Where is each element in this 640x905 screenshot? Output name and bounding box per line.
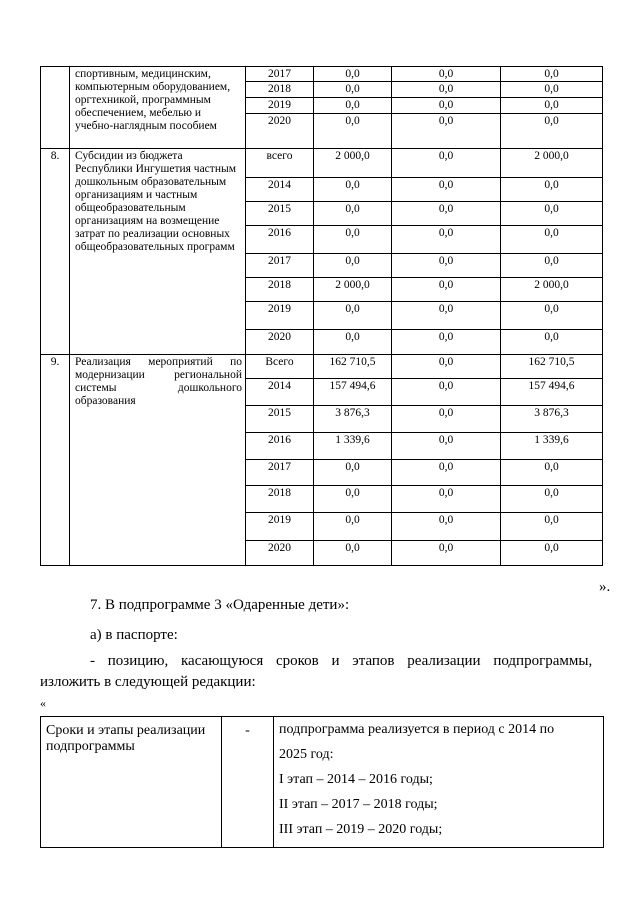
value-cell: 0,0 bbox=[392, 67, 501, 82]
value-cell: 0,0 bbox=[501, 460, 603, 486]
year-cell: 2018 bbox=[246, 486, 314, 513]
value-cell: 0,0 bbox=[392, 330, 501, 355]
value-cell: 0,0 bbox=[392, 460, 501, 486]
value-cell: 0,0 bbox=[392, 406, 501, 433]
value-cell: 0,0 bbox=[501, 541, 603, 566]
value-cell: 0,0 bbox=[501, 98, 603, 114]
funding-table bbox=[40, 66, 603, 566]
row-description: Реализация мероприятий по модернизации региональной системы дошкольного образования bbox=[70, 355, 246, 566]
terms-line: I этап – 2014 – 2016 годы; bbox=[279, 772, 433, 787]
row-description: спортивным, медицинским, компьютерным оборудованием, оргтехникой, программным обеспечением, мебелью и учебно-наглядным пособием bbox=[70, 67, 246, 149]
value-cell: 0,0 bbox=[501, 254, 603, 278]
value-cell: 0,0 bbox=[501, 330, 603, 355]
year-cell: 2016 bbox=[246, 433, 314, 460]
year-cell: 2016 bbox=[246, 226, 314, 254]
row-number: 9. bbox=[41, 355, 70, 566]
year-cell: 2015 bbox=[246, 406, 314, 433]
value-cell: 3 876,3 bbox=[501, 406, 603, 433]
value-cell: 0,0 bbox=[314, 82, 392, 98]
year-cell: 2019 bbox=[246, 98, 314, 114]
value-cell: 162 710,5 bbox=[314, 355, 392, 379]
value-cell: 0,0 bbox=[501, 302, 603, 330]
terms-label-cell bbox=[41, 717, 222, 848]
value-cell: 0,0 bbox=[501, 202, 603, 226]
value-cell: 0,0 bbox=[314, 486, 392, 513]
value-cell: 0,0 bbox=[392, 226, 501, 254]
row-number: 8. bbox=[41, 149, 70, 355]
value-cell: 0,0 bbox=[501, 114, 603, 149]
value-cell: 0,0 bbox=[314, 302, 392, 330]
table-row bbox=[41, 355, 603, 379]
year-cell: 2019 bbox=[246, 513, 314, 541]
value-cell: 0,0 bbox=[314, 226, 392, 254]
year-cell: 2018 bbox=[246, 82, 314, 98]
year-cell: 2017 bbox=[246, 67, 314, 82]
terms-value-cell bbox=[274, 717, 604, 848]
value-cell: 0,0 bbox=[392, 178, 501, 202]
value-cell: 0,0 bbox=[392, 513, 501, 541]
value-cell: 0,0 bbox=[392, 98, 501, 114]
year-cell: 2020 bbox=[246, 330, 314, 355]
value-cell: 0,0 bbox=[501, 178, 603, 202]
value-cell: 157 494,6 bbox=[501, 379, 603, 406]
value-cell: 0,0 bbox=[392, 379, 501, 406]
value-cell: 0,0 bbox=[314, 67, 392, 82]
value-cell: 0,0 bbox=[314, 178, 392, 202]
value-cell: 0,0 bbox=[501, 486, 603, 513]
value-cell: 0,0 bbox=[392, 114, 501, 149]
value-cell: 0,0 bbox=[392, 149, 501, 178]
value-cell: 0,0 bbox=[392, 541, 501, 566]
value-cell: 0,0 bbox=[392, 355, 501, 379]
value-cell: 0,0 bbox=[392, 433, 501, 460]
value-cell: 0,0 bbox=[314, 254, 392, 278]
year-cell: 2020 bbox=[246, 114, 314, 149]
value-cell: 0,0 bbox=[314, 202, 392, 226]
table-row bbox=[41, 149, 603, 178]
value-cell: 0,0 bbox=[392, 254, 501, 278]
year-cell: 2020 bbox=[246, 541, 314, 566]
value-cell: 0,0 bbox=[314, 541, 392, 566]
value-cell: 0,0 bbox=[314, 98, 392, 114]
table-row bbox=[41, 67, 603, 82]
value-cell: 162 710,5 bbox=[501, 355, 603, 379]
value-cell: 157 494,6 bbox=[314, 379, 392, 406]
year-cell: 2014 bbox=[246, 379, 314, 406]
value-cell: 0,0 bbox=[392, 486, 501, 513]
terms-dash: - bbox=[245, 723, 250, 738]
value-cell: 2 000,0 bbox=[501, 149, 603, 178]
value-cell: 0,0 bbox=[501, 67, 603, 82]
paragraph-position-line2: изложить в следующей редакции: bbox=[40, 674, 256, 690]
closing-quote: ». bbox=[599, 579, 611, 595]
year-cell: 2015 bbox=[246, 202, 314, 226]
value-cell: 1 339,6 bbox=[501, 433, 603, 460]
year-cell: 2017 bbox=[246, 254, 314, 278]
value-cell: 0,0 bbox=[314, 513, 392, 541]
value-cell: 0,0 bbox=[392, 302, 501, 330]
paragraph-subprogram-3: 7. В подпрограмме 3 «Одаренные дети»: bbox=[90, 597, 350, 613]
value-cell: 0,0 bbox=[501, 513, 603, 541]
year-cell: 2019 bbox=[246, 302, 314, 330]
value-cell: 0,0 bbox=[392, 278, 501, 302]
terms-dash-cell bbox=[222, 717, 274, 848]
terms-line: III этап – 2019 – 2020 годы; bbox=[279, 822, 443, 837]
value-cell: 2 000,0 bbox=[501, 278, 603, 302]
value-cell: 0,0 bbox=[314, 114, 392, 149]
paragraph-passport: а) в паспорте: bbox=[90, 627, 178, 643]
year-cell: 2017 bbox=[246, 460, 314, 486]
opening-quote: « bbox=[40, 696, 46, 710]
value-cell: 0,0 bbox=[392, 202, 501, 226]
value-cell: 0,0 bbox=[501, 226, 603, 254]
paragraph-position-line1: - позицию, касающуюся сроков и этапов реализации подпрограммы, bbox=[90, 653, 593, 669]
year-cell: всего bbox=[246, 149, 314, 178]
terms-stages-table bbox=[40, 716, 604, 848]
year-cell: 2014 bbox=[246, 178, 314, 202]
value-cell: 0,0 bbox=[314, 460, 392, 486]
year-cell: Всего bbox=[246, 355, 314, 379]
value-cell: 1 339,6 bbox=[314, 433, 392, 460]
terms-line: II этап – 2017 – 2018 годы; bbox=[279, 797, 438, 812]
value-cell: 0,0 bbox=[501, 82, 603, 98]
terms-line: 2025 год: bbox=[279, 747, 334, 762]
row-number bbox=[41, 67, 70, 149]
value-cell: 3 876,3 bbox=[314, 406, 392, 433]
row-description: Субсидии из бюджета Республики Ингушетия частным дошкольным образовательным организациям и частным общеобразовательным организациям на возмещение затрат по реализации основных общеобразовательных программ bbox=[70, 149, 246, 355]
terms-label: Сроки и этапы реализации подпрограммы bbox=[46, 723, 206, 754]
terms-line: подпрограмма реализуется в период с 2014 по bbox=[279, 722, 555, 737]
value-cell: 0,0 bbox=[392, 82, 501, 98]
year-cell: 2018 bbox=[246, 278, 314, 302]
value-cell: 2 000,0 bbox=[314, 149, 392, 178]
value-cell: 2 000,0 bbox=[314, 278, 392, 302]
value-cell: 0,0 bbox=[314, 330, 392, 355]
